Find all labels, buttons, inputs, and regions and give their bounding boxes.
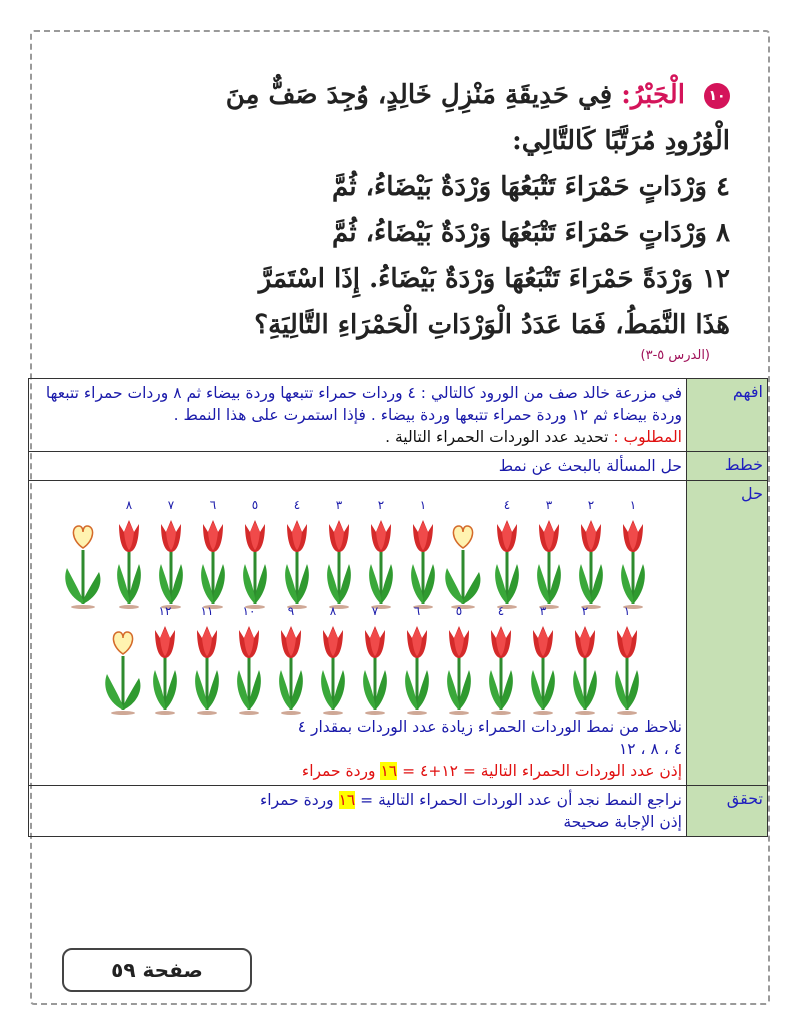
- red-tulip-icon: [483, 604, 519, 718]
- tulip-count-label: ٤: [293, 498, 301, 512]
- tulip-illustration: [33, 484, 682, 716]
- problem-number-badge: ١٠: [704, 83, 730, 109]
- red-tulip-icon: [405, 498, 441, 612]
- check-prefix: نراجع النمط نجد أن عدد الوردات الحمراء التالية =: [360, 791, 682, 809]
- tulip-count-label: ٢: [581, 604, 589, 618]
- red-tulip-icon: [531, 498, 567, 612]
- red-tulip-icon: [315, 604, 351, 718]
- check-label: تحقق: [687, 786, 768, 837]
- red-tulip-icon: [189, 604, 225, 718]
- result-value: ١٦: [380, 762, 398, 780]
- red-tulip-icon: [609, 604, 645, 718]
- plan-row: [29, 452, 768, 481]
- tulip-count-label: ١: [419, 498, 427, 512]
- problem-statement: [60, 72, 730, 348]
- red-tulip-icon: [441, 604, 477, 718]
- red-tulip-icon: [231, 604, 267, 718]
- check-suffix: وردة حمراء: [260, 791, 334, 809]
- solution-table: [28, 378, 768, 837]
- lesson-reference: (الدرس ٥-٣): [640, 348, 710, 363]
- tulip-count-label: ٨: [125, 498, 133, 512]
- problem-topic: الْجَبْرُ:: [621, 80, 685, 110]
- white-tulip-icon: [63, 512, 103, 612]
- tulip-count-label: ٧: [167, 498, 175, 512]
- result-line: [33, 760, 682, 782]
- tulip-count-label: ٣: [335, 498, 343, 512]
- solve-label: حل: [687, 481, 768, 786]
- white-tulip-icon: [103, 618, 143, 718]
- solve-row: [29, 481, 768, 786]
- red-tulip-icon: [321, 498, 357, 612]
- understand-row: [29, 379, 768, 452]
- required-line: [33, 426, 682, 448]
- red-tulip-icon: [147, 604, 183, 718]
- red-tulip-icon: [237, 498, 273, 612]
- red-tulip-icon: [525, 604, 561, 718]
- red-tulip-icon: [573, 498, 609, 612]
- check-line: [33, 789, 682, 811]
- pattern-note: نلاحظ من نمط الوردات الحمراء زيادة عدد الوردات بمقدار ٤: [297, 718, 682, 736]
- pattern-sequence: ٤ ، ٨ ، ١٢: [618, 740, 682, 758]
- tulip-count-label: ٦: [209, 498, 217, 512]
- white-tulip-icon: [443, 512, 483, 612]
- required-text: تحديد عدد الوردات الحمراء التالية .: [385, 428, 609, 446]
- tulip-count-label: ٢: [587, 498, 595, 512]
- understand-content: [29, 379, 687, 452]
- red-tulip-icon: [363, 498, 399, 612]
- red-tulip-icon: [615, 498, 651, 612]
- check-value: ١٦: [338, 791, 356, 809]
- tulip-count-label: ٣: [539, 604, 547, 618]
- check-conclusion: إذن الإجابة صحيحة: [563, 813, 682, 831]
- required-label: المطلوب :: [613, 428, 682, 446]
- red-tulip-icon: [195, 498, 231, 612]
- tulip-count-label: ٥: [455, 604, 463, 618]
- red-tulip-icon: [111, 498, 147, 612]
- red-tulip-icon: [273, 604, 309, 718]
- tulip-count-label: ٤: [497, 604, 505, 618]
- red-tulip-icon: [357, 604, 393, 718]
- plan-label: خطط: [687, 452, 768, 481]
- plan-text: حل المسألة بالبحث عن نمط: [29, 452, 687, 481]
- tulip-count-label: ٩: [287, 604, 295, 618]
- understand-text: في مزرعة خالد صف من الورود كالتالي : ٤ وردات حمراء تتبعها وردة بيضاء ثم ٨ وردات حمراء تتبعها وردة بيضاء ثم ١٢ وردة حمراء تتبعها وردة بيضاء . فإذا استمرت على هذا النمط .: [45, 384, 682, 424]
- tulip-count-label: ٦: [413, 604, 421, 618]
- problem-line-1: ١٠ الْجَبْرُ: فِي حَدِيقَةِ مَنْزِلِ خَالِدٍ، وُجِدَ صَفٌّ مِنَ: [60, 72, 730, 118]
- red-tulip-icon: [567, 604, 603, 718]
- tulip-count-label: ١١: [200, 604, 214, 618]
- check-row: [29, 786, 768, 837]
- problem-line-4: ٨ وَرْدَاتٍ حَمْرَاءَ تَتْبَعُهَا وَرْدَةٌ بَيْضَاءُ، ثُمَّ: [332, 218, 730, 248]
- problem-line-3: ٤ وَرْدَاتٍ حَمْرَاءَ تَتْبَعُهَا وَرْدَةٌ بَيْضَاءُ، ثُمَّ: [332, 172, 730, 202]
- tulip-count-label: ١٢: [158, 604, 172, 618]
- result-suffix: وردة حمراء: [301, 762, 376, 780]
- tulip-count-label: ١٠: [242, 604, 256, 618]
- tulip-count-label: ١: [629, 498, 637, 512]
- tulip-count-label: ٥: [251, 498, 259, 512]
- understand-label: افهم: [687, 379, 768, 452]
- problem-line-5: ١٢ وَرْدَةً حَمْرَاءَ تَتْبَعُهَا وَرْدَةٌ بَيْضَاءُ. إِذَا اسْتَمَرَّ: [258, 264, 730, 294]
- red-tulip-icon: [399, 604, 435, 718]
- tulip-count-label: ٢: [377, 498, 385, 512]
- red-tulip-icon: [279, 498, 315, 612]
- tulip-count-label: ٤: [503, 498, 511, 512]
- tulip-count-label: ٣: [545, 498, 553, 512]
- red-tulip-icon: [489, 498, 525, 612]
- tulip-count-label: ٨: [329, 604, 337, 618]
- problem-line-6: هَذَا النَّمَطُ، فَمَا عَدَدُ الْوَرْدَاتِ الْحَمْرَاءِ التَّالِيَةِ؟: [254, 310, 730, 340]
- tulip-count-label: ٧: [371, 604, 379, 618]
- red-tulip-icon: [153, 498, 189, 612]
- page-number-box: صفحة ٥٩: [62, 948, 252, 992]
- tulip-count-label: ١: [623, 604, 631, 618]
- problem-line-2: الْوُرُودِ مُرَتَّبًا كَالتَّالِي:: [512, 126, 730, 156]
- tulip-row-2: [93, 604, 683, 728]
- check-content: [29, 786, 687, 837]
- solve-content: [29, 481, 687, 786]
- result-prefix: إذن عدد الوردات الحمراء التالية = ١٢+٤ =: [402, 762, 682, 780]
